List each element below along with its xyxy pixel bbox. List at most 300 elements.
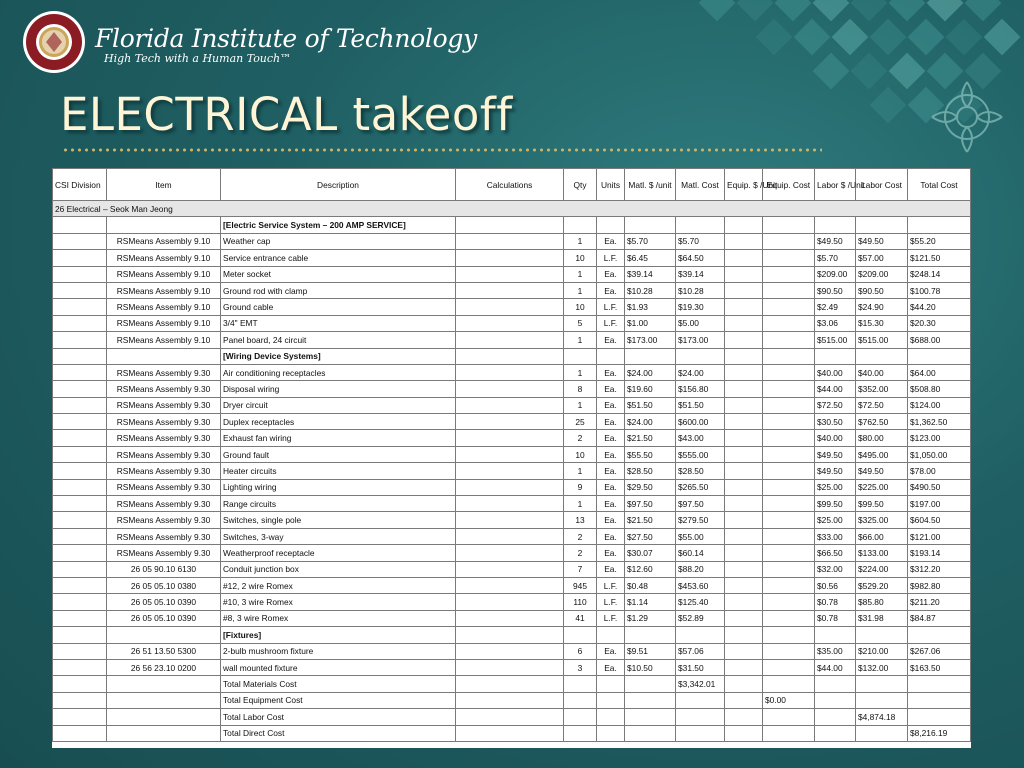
table-cell: $529.20 xyxy=(856,577,908,593)
table-cell xyxy=(53,348,107,364)
table-cell xyxy=(456,676,564,692)
table-cell xyxy=(564,217,597,233)
table-cell: 9 xyxy=(564,479,597,495)
table-cell: RSMeans Assembly 9.30 xyxy=(107,414,221,430)
table-cell: Total Equipment Cost xyxy=(221,692,456,708)
table-cell: $1.93 xyxy=(625,299,676,315)
table-cell xyxy=(763,414,815,430)
table-cell: Ea. xyxy=(597,496,625,512)
table-cell: $33.00 xyxy=(815,528,856,544)
table-cell xyxy=(456,282,564,298)
table-cell xyxy=(597,217,625,233)
table-cell: 1 xyxy=(564,282,597,298)
table-cell: 1 xyxy=(564,332,597,348)
table-cell xyxy=(625,348,676,364)
table-cell: $133.00 xyxy=(856,545,908,561)
table-cell: 1 xyxy=(564,463,597,479)
table-row xyxy=(53,430,971,446)
table-cell xyxy=(725,496,763,512)
table-cell: 26 51 13.50 5300 xyxy=(107,643,221,659)
section-row xyxy=(53,627,971,643)
table-cell: Ea. xyxy=(597,561,625,577)
table-cell xyxy=(763,545,815,561)
table-cell: $44.00 xyxy=(815,381,856,397)
table-cell xyxy=(763,528,815,544)
table-cell xyxy=(564,627,597,643)
table-cell: 1 xyxy=(564,364,597,380)
table-cell: $25.00 xyxy=(815,479,856,495)
table-cell xyxy=(456,479,564,495)
table-cell: $40.00 xyxy=(815,430,856,446)
table-cell: $156.80 xyxy=(676,381,725,397)
table-row xyxy=(53,561,971,577)
table-cell: $24.00 xyxy=(676,364,725,380)
table-cell: Ea. xyxy=(597,446,625,462)
table-cell: 3/4" EMT xyxy=(221,315,456,331)
table-cell: $24.90 xyxy=(856,299,908,315)
table-cell xyxy=(53,414,107,430)
table-cell: $1.29 xyxy=(625,610,676,626)
table-cell xyxy=(53,217,107,233)
table-cell xyxy=(725,709,763,725)
table-cell: $99.50 xyxy=(856,496,908,512)
table-cell: $57.06 xyxy=(676,643,725,659)
table-cell xyxy=(725,561,763,577)
table-cell: $555.00 xyxy=(676,446,725,462)
table-cell xyxy=(725,479,763,495)
table-cell: 110 xyxy=(564,594,597,610)
table-cell xyxy=(763,463,815,479)
table-cell: $0.48 xyxy=(625,577,676,593)
table-cell: $44.00 xyxy=(815,659,856,675)
table-cell: $51.50 xyxy=(625,397,676,413)
table-cell xyxy=(725,659,763,675)
table-row xyxy=(53,577,971,593)
table-cell: 26 05 05.10 0390 xyxy=(107,610,221,626)
table-cell xyxy=(763,725,815,741)
table-cell xyxy=(53,397,107,413)
table-cell xyxy=(725,414,763,430)
table-cell xyxy=(53,332,107,348)
table-cell xyxy=(908,692,971,708)
table-row xyxy=(53,414,971,430)
table-row xyxy=(53,446,971,462)
table-cell: $27.50 xyxy=(625,528,676,544)
table-cell: $39.14 xyxy=(625,266,676,282)
table-cell: $40.00 xyxy=(815,364,856,380)
table-cell xyxy=(456,463,564,479)
table-cell xyxy=(725,512,763,528)
table-cell xyxy=(763,577,815,593)
table-cell: L.F. xyxy=(597,299,625,315)
table-cell xyxy=(456,512,564,528)
table-cell: $100.78 xyxy=(908,282,971,298)
table-cell: $5.70 xyxy=(625,233,676,249)
table-cell xyxy=(725,364,763,380)
table-cell: L.F. xyxy=(597,594,625,610)
table-cell xyxy=(908,217,971,233)
table-cell xyxy=(456,348,564,364)
table-cell xyxy=(763,381,815,397)
table-cell: $124.00 xyxy=(908,397,971,413)
table-cell: $10.28 xyxy=(676,282,725,298)
table-cell: 2 xyxy=(564,430,597,446)
table-row xyxy=(53,725,971,741)
table-cell xyxy=(763,397,815,413)
table-cell xyxy=(763,250,815,266)
table-cell xyxy=(53,446,107,462)
table-cell xyxy=(456,528,564,544)
table-cell: [Electric Service System – 200 AMP SERVICE] xyxy=(221,217,456,233)
table-cell: $515.00 xyxy=(815,332,856,348)
table-cell xyxy=(456,643,564,659)
table-cell xyxy=(53,643,107,659)
table-cell xyxy=(625,692,676,708)
table-cell: Conduit junction box xyxy=(221,561,456,577)
table-cell xyxy=(53,233,107,249)
table-cell xyxy=(53,725,107,741)
table-cell: $19.60 xyxy=(625,381,676,397)
table-cell xyxy=(53,430,107,446)
table-cell: Ea. xyxy=(597,659,625,675)
table-cell xyxy=(725,348,763,364)
table-cell: $8,216.19 xyxy=(908,725,971,741)
table-cell: Air conditioning receptacles xyxy=(221,364,456,380)
table-cell: Switches, single pole xyxy=(221,512,456,528)
table-cell: RSMeans Assembly 9.10 xyxy=(107,332,221,348)
table-cell: $515.00 xyxy=(856,332,908,348)
table-cell xyxy=(456,545,564,561)
table-cell: Service entrance cable xyxy=(221,250,456,266)
table-cell: $1,362.50 xyxy=(908,414,971,430)
table-cell xyxy=(456,610,564,626)
table-cell xyxy=(725,725,763,741)
table-cell: 13 xyxy=(564,512,597,528)
table-cell xyxy=(725,430,763,446)
table-cell: Weather cap xyxy=(221,233,456,249)
table-cell: $49.50 xyxy=(815,446,856,462)
table-cell xyxy=(763,266,815,282)
table-cell xyxy=(763,610,815,626)
table-cell xyxy=(53,610,107,626)
table-cell: $97.50 xyxy=(625,496,676,512)
table-cell: RSMeans Assembly 9.30 xyxy=(107,381,221,397)
table-cell: L.F. xyxy=(597,250,625,266)
table-cell xyxy=(53,364,107,380)
table-cell: 41 xyxy=(564,610,597,626)
table-cell xyxy=(625,627,676,643)
table-cell: 10 xyxy=(564,299,597,315)
table-cell: $495.00 xyxy=(856,446,908,462)
dotted-divider xyxy=(62,148,822,152)
table-cell xyxy=(564,725,597,741)
table-cell: $57.00 xyxy=(856,250,908,266)
table-cell: $121.00 xyxy=(908,528,971,544)
table-cell xyxy=(856,348,908,364)
table-cell: RSMeans Assembly 9.30 xyxy=(107,430,221,446)
table-cell: Ea. xyxy=(597,430,625,446)
table-cell xyxy=(725,610,763,626)
table-cell: $15.30 xyxy=(856,315,908,331)
table-cell: $508.80 xyxy=(908,381,971,397)
section-row xyxy=(53,348,971,364)
table-cell: $982.80 xyxy=(908,577,971,593)
table-cell xyxy=(456,332,564,348)
table-cell xyxy=(107,627,221,643)
floral-ornament-icon xyxy=(922,72,1012,162)
table-cell: $197.00 xyxy=(908,496,971,512)
table-cell xyxy=(107,217,221,233)
table-cell: Ea. xyxy=(597,364,625,380)
table-cell xyxy=(725,266,763,282)
table-cell xyxy=(456,709,564,725)
table-cell: RSMeans Assembly 9.30 xyxy=(107,479,221,495)
table-cell: $64.00 xyxy=(908,364,971,380)
table-cell: $224.00 xyxy=(856,561,908,577)
table-cell: $3.06 xyxy=(815,315,856,331)
table-cell: RSMeans Assembly 9.10 xyxy=(107,250,221,266)
table-cell: Duplex receptacles xyxy=(221,414,456,430)
table-cell: $28.50 xyxy=(625,463,676,479)
table-cell: Heater circuits xyxy=(221,463,456,479)
table-row xyxy=(53,659,971,675)
table-cell xyxy=(625,725,676,741)
division-row xyxy=(53,201,971,217)
table-cell: $55.20 xyxy=(908,233,971,249)
table-cell: $1,050.00 xyxy=(908,446,971,462)
table-cell: $490.50 xyxy=(908,479,971,495)
table-cell: $163.50 xyxy=(908,659,971,675)
table-cell: $211.20 xyxy=(908,594,971,610)
table-cell xyxy=(763,348,815,364)
table-cell: $31.50 xyxy=(676,659,725,675)
table-cell: #10, 3 wire Romex xyxy=(221,594,456,610)
table-cell xyxy=(763,627,815,643)
table-cell: Ea. xyxy=(597,397,625,413)
table-cell: RSMeans Assembly 9.30 xyxy=(107,512,221,528)
table-cell xyxy=(53,709,107,725)
table-cell: $35.00 xyxy=(815,643,856,659)
table-cell xyxy=(456,692,564,708)
table-cell xyxy=(456,594,564,610)
table-cell: 10 xyxy=(564,250,597,266)
table-cell: $25.00 xyxy=(815,512,856,528)
division-label: 26 Electrical – Seok Man Jeong xyxy=(53,201,971,217)
table-cell: L.F. xyxy=(597,315,625,331)
table-cell: RSMeans Assembly 9.30 xyxy=(107,545,221,561)
table-cell: $24.00 xyxy=(625,364,676,380)
table-cell: $49.50 xyxy=(856,233,908,249)
institution-tagline: High Tech with a Human Touch™ xyxy=(104,52,292,65)
table-cell: 945 xyxy=(564,577,597,593)
table-cell: $10.28 xyxy=(625,282,676,298)
table-row xyxy=(53,233,971,249)
table-cell xyxy=(456,217,564,233)
header-row xyxy=(53,169,971,201)
table-cell xyxy=(815,627,856,643)
table-cell xyxy=(456,381,564,397)
fit-seal-logo xyxy=(22,10,86,74)
table-cell xyxy=(456,446,564,462)
table-cell: $125.40 xyxy=(676,594,725,610)
table-cell xyxy=(625,676,676,692)
table-cell xyxy=(763,446,815,462)
table-cell xyxy=(53,315,107,331)
table-cell xyxy=(53,528,107,544)
table-cell: $72.50 xyxy=(856,397,908,413)
table-cell: RSMeans Assembly 9.30 xyxy=(107,528,221,544)
table-cell: $49.50 xyxy=(856,463,908,479)
table-cell xyxy=(53,282,107,298)
table-cell xyxy=(676,709,725,725)
table-cell xyxy=(763,315,815,331)
table-cell: 2-bulb mushroom fixture xyxy=(221,643,456,659)
table-cell: Exhaust fan wiring xyxy=(221,430,456,446)
table-row xyxy=(53,512,971,528)
table-cell: Ea. xyxy=(597,463,625,479)
table-cell xyxy=(53,512,107,528)
table-cell: $209.00 xyxy=(856,266,908,282)
table-row xyxy=(53,315,971,331)
table-cell xyxy=(53,299,107,315)
table-cell: 2 xyxy=(564,528,597,544)
table-cell: $72.50 xyxy=(815,397,856,413)
table-cell: $312.20 xyxy=(908,561,971,577)
table-row xyxy=(53,250,971,266)
table-cell xyxy=(53,266,107,282)
table-cell: Ea. xyxy=(597,545,625,561)
table-cell xyxy=(856,725,908,741)
table-cell: wall mounted fixture xyxy=(221,659,456,675)
table-cell xyxy=(53,594,107,610)
table-cell: Switches, 3-way xyxy=(221,528,456,544)
table-cell xyxy=(763,430,815,446)
table-cell xyxy=(456,561,564,577)
table-cell xyxy=(725,676,763,692)
table-cell: Ground rod with clamp xyxy=(221,282,456,298)
table-cell xyxy=(763,217,815,233)
table-cell xyxy=(763,233,815,249)
table-cell: [Fixtures] xyxy=(221,627,456,643)
table-cell: $20.30 xyxy=(908,315,971,331)
table-cell xyxy=(763,561,815,577)
table-row xyxy=(53,610,971,626)
table-cell xyxy=(456,496,564,512)
institution-name: Florida Institute of Technology xyxy=(95,24,477,53)
table-cell: $6.45 xyxy=(625,250,676,266)
table-cell: 1 xyxy=(564,496,597,512)
table-row xyxy=(53,594,971,610)
table-cell xyxy=(725,594,763,610)
table-cell: $29.50 xyxy=(625,479,676,495)
table-cell: $352.00 xyxy=(856,381,908,397)
table-cell: $5.70 xyxy=(815,250,856,266)
table-cell: RSMeans Assembly 9.30 xyxy=(107,446,221,462)
column-header: Matl. Cost xyxy=(676,169,725,201)
table-cell: #8, 3 wire Romex xyxy=(221,610,456,626)
table-cell xyxy=(107,725,221,741)
table-row xyxy=(53,643,971,659)
table-cell: $225.00 xyxy=(856,479,908,495)
table-cell: $600.00 xyxy=(676,414,725,430)
table-cell: $123.00 xyxy=(908,430,971,446)
table-cell: $132.00 xyxy=(856,659,908,675)
table-cell xyxy=(725,299,763,315)
table-cell xyxy=(763,659,815,675)
table-cell xyxy=(815,348,856,364)
table-cell xyxy=(725,315,763,331)
table-cell xyxy=(53,692,107,708)
table-cell xyxy=(597,709,625,725)
takeoff-table xyxy=(52,168,971,742)
table-cell: 8 xyxy=(564,381,597,397)
table-cell: $210.00 xyxy=(856,643,908,659)
table-cell: $90.50 xyxy=(815,282,856,298)
table-cell: $30.07 xyxy=(625,545,676,561)
table-cell xyxy=(908,627,971,643)
table-cell xyxy=(763,299,815,315)
table-cell: $39.14 xyxy=(676,266,725,282)
table-cell xyxy=(564,692,597,708)
table-cell xyxy=(107,348,221,364)
column-header: Item xyxy=(107,169,221,201)
table-cell: $30.50 xyxy=(815,414,856,430)
column-header: Equip. $ /Unit xyxy=(725,169,763,201)
table-cell: $24.00 xyxy=(625,414,676,430)
table-cell: $64.50 xyxy=(676,250,725,266)
table-cell xyxy=(456,397,564,413)
table-cell: $21.50 xyxy=(625,512,676,528)
table-cell: 26 05 90.10 6130 xyxy=(107,561,221,577)
table-cell: L.F. xyxy=(597,577,625,593)
table-cell: $51.50 xyxy=(676,397,725,413)
table-cell: $31.98 xyxy=(856,610,908,626)
table-cell xyxy=(597,725,625,741)
table-cell xyxy=(456,250,564,266)
table-cell: $80.00 xyxy=(856,430,908,446)
table-cell xyxy=(53,577,107,593)
table-cell: Total Labor Cost xyxy=(221,709,456,725)
table-cell xyxy=(815,725,856,741)
table-cell: $0.56 xyxy=(815,577,856,593)
table-cell xyxy=(53,676,107,692)
table-cell xyxy=(676,627,725,643)
table-cell: RSMeans Assembly 9.10 xyxy=(107,299,221,315)
table-cell: $49.50 xyxy=(815,463,856,479)
table-cell: $173.00 xyxy=(625,332,676,348)
table-cell: Ea. xyxy=(597,381,625,397)
table-row xyxy=(53,364,971,380)
table-cell xyxy=(725,643,763,659)
table-cell xyxy=(564,348,597,364)
table-cell xyxy=(763,496,815,512)
table-cell: $9.51 xyxy=(625,643,676,659)
table-cell xyxy=(676,348,725,364)
table-row xyxy=(53,266,971,282)
table-cell xyxy=(456,430,564,446)
table-cell: L.F. xyxy=(597,610,625,626)
table-cell xyxy=(763,643,815,659)
table-cell xyxy=(597,676,625,692)
table-cell: $52.89 xyxy=(676,610,725,626)
table-row xyxy=(53,528,971,544)
table-cell xyxy=(725,577,763,593)
table-cell: $78.00 xyxy=(908,463,971,479)
table-cell: Ea. xyxy=(597,528,625,544)
table-cell: $193.14 xyxy=(908,545,971,561)
table-cell xyxy=(53,479,107,495)
table-row xyxy=(53,463,971,479)
